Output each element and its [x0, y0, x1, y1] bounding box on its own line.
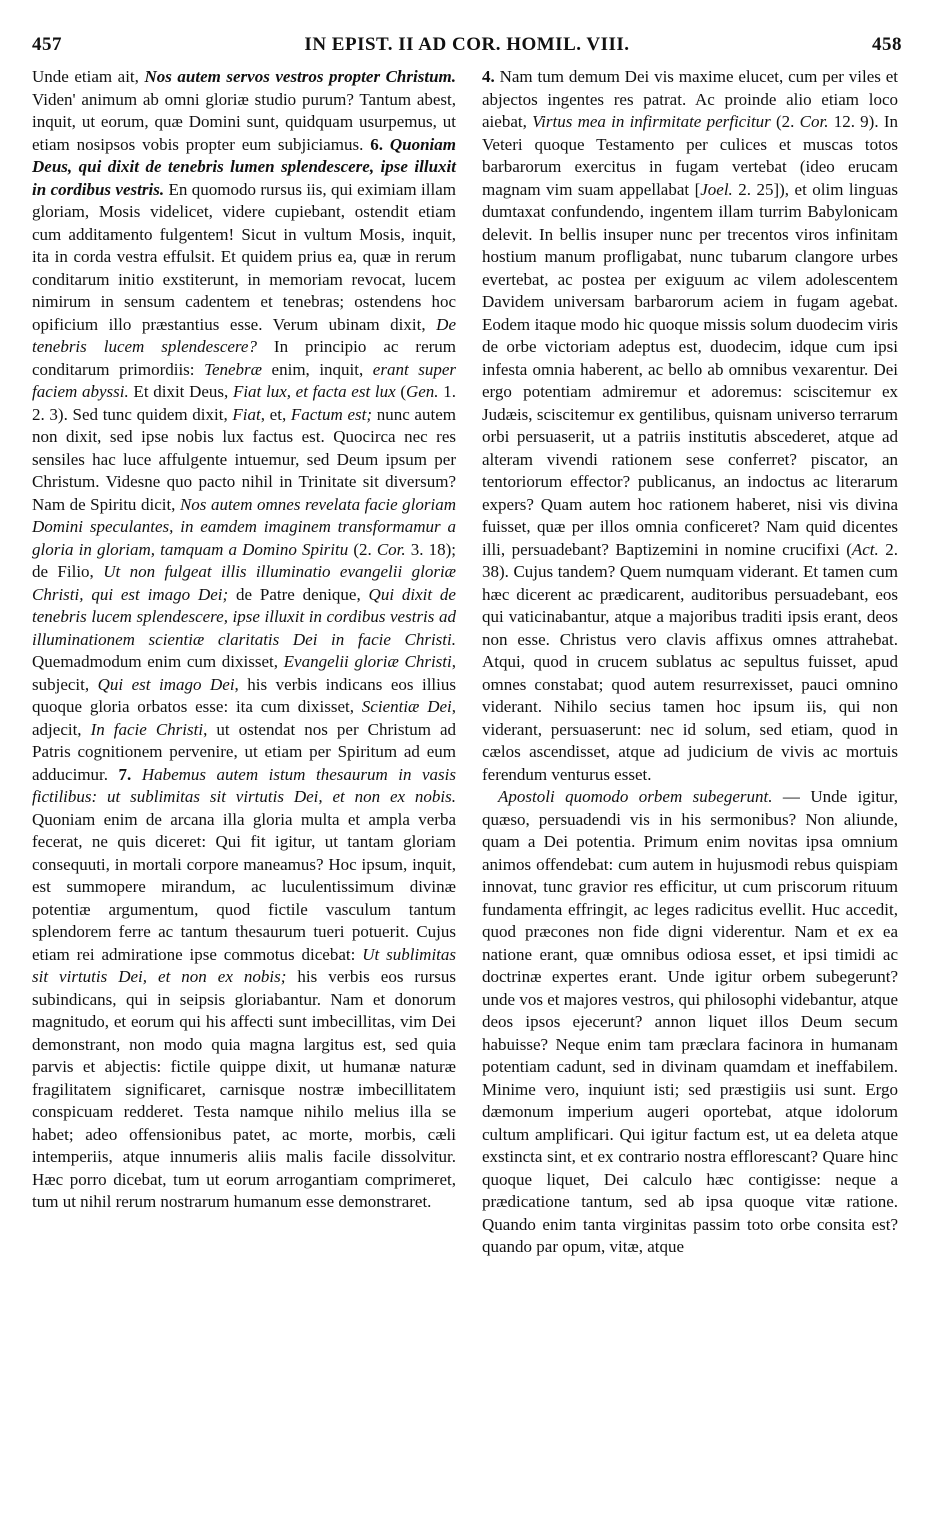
- left-text-run: De tenebris lucem splendescere?: [32, 314, 456, 356]
- left-text-run: , subjecit,: [32, 652, 456, 694]
- left-text-run: En quomodo rursus iis, qui eximiam illam gloriam, Mosis videlicet, videre cupiebant, ostendit etiam cum additamento fulgentem! Sicut in vultum Mosis, inquit, ita in corda vestra effulsit. Et quidem prius ea, quæ in rerum conditarum initio exstiterunt, in memoriam revocat, lucem nimirum in sensum cadentem et tenebras; ostendens hoc opificium illo præstantius esse. Verum ubinam dixit,: [32, 179, 456, 334]
- left-text-run: 1. 2. 3). Sed tunc quidem dixit,: [32, 382, 456, 424]
- left-text-run: Ut sublimitas sit virtutis Dei, et non ex nobis;: [32, 944, 457, 986]
- left-column-text: [32, 66, 456, 1214]
- right-column: [482, 66, 898, 1259]
- left-text-run: 6.: [370, 134, 390, 154]
- left-text-run: Qui est imago Dei: [97, 674, 235, 694]
- left-text-run: Viden' animum ab omni gloriæ studio purum? Tantum abest, inquit, ut eorum, quæ Domini sunt, quidquam usurpemus, ut etiam nosipsos vobis propter eum subjiciamus.: [32, 89, 456, 154]
- left-text-run: 7.: [118, 764, 142, 784]
- right-text-run: Nam tum demum Dei vis maxime elucet, cum per viles et abjectos ingentes res patrat. Ac proinde alio etiam loco aiebat,: [482, 67, 898, 131]
- right-text-run: — Unde igitur, quæso, persuadendi vis in his sermonibus? Non aliunde, quam a Dei potentia. Primum enim novitas ipsa omnium animos offendebat: cum autem in hujusmodi rebus quispiam innovat, tunc gravior res efficitur, ut cum priscorum rituum fundamenta effringit, ac leges radicitus evellit. Huc accedit, quod præcones non fide digni viderentur. Nam et ex ea natione erant, quæ omnibus odiosa esset, et ipsi timidi ac doctrinæ expertes erant. Unde igitur orbem subegerunt? unde vos et majores vestros, qui philosophi videbantur, atque deos ipsos ejecerunt? annon liquet illos Deum secum habuisse? Neque enim tam præclara facinora in humanam potentiam cadunt, sed in divinam quamdam et ineffabilem. Minime vero, inquiunt isti; sed præstigiis usi sunt. Ergo dæmonum imperium augeri oportebat, atque idolorum cultum amplificari. Qui igitur factum est, ut ea deleta atque exstincta sint, et ex contrario nostra efflorescant? Quare hinc quoque liquet, Dei calculo hæc contigisse: neque a prædicatione tantum, sed ab ipsa quoque vitæ ratione. Quando enim tanta virginitas passim toto orbe consita est? quando par opum, vitæ, atque: [482, 787, 898, 1256]
- left-text-run: Evangelii gloriæ Christi: [283, 652, 452, 671]
- left-text-run: Tenebræ: [204, 359, 263, 379]
- left-text-run: , ut ostendat nos per Christum ad Patris cognitionem pervenire, ut etiam per Spiritum ad eum adducimur.: [32, 719, 456, 784]
- right-text-run: (2.: [770, 112, 800, 131]
- left-text-run: , his verbis indicans eos illius quoque gloria orbatos esse: ita cum dixisset,: [32, 674, 456, 716]
- right-text-run: 12. 9). In Veteri quoque Testamento per culices et muscas totos barbarorum exercitus in fugam vertebat (ideo erucam magnam vim suam appellabat [: [482, 112, 898, 199]
- right-column-paragraph-2: [482, 786, 898, 1259]
- page-number-left: 457: [32, 34, 62, 55]
- left-text-run: de Patre denique,: [228, 584, 369, 604]
- right-text-run: Act.: [851, 539, 879, 559]
- left-text-run: Fiat lux, et facta est lux: [232, 382, 396, 401]
- page-number-right: 458: [872, 34, 902, 55]
- right-text-run: Joel.: [700, 179, 733, 199]
- right-text-run: Apostoli quomodo orbem subegerunt.: [498, 787, 773, 806]
- left-text-run: Quemadmodum enim cum dixisset,: [32, 652, 284, 671]
- left-text-run: (: [395, 382, 406, 401]
- left-text-run: erant super faciem abyssi.: [32, 359, 456, 401]
- running-title: IN EPIST. II AD COR. HOMIL. VIII.: [304, 34, 630, 55]
- left-text-run: Unde etiam ait,: [32, 67, 145, 86]
- left-text-run: Factum est;: [290, 404, 373, 424]
- left-text-run: Nos autem servos vestros propter Christum.: [144, 67, 456, 86]
- left-text-run: enim, inquit,: [262, 359, 373, 379]
- left-text-run: his verbis eos rursus subindicans, qui in seipsis gloriabantur. Nam et donorum magnitudo, et eorum qui his affecti sunt imbecillitas, vim Dei demonstrant, non modo quia magna largitus est, sed quia parvis et abjectis: fictile quippe dixit, ut humanæ naturæ fragilitatem significaret, carnisque nostræ imbecillitatem conspicuam redderet. Testa namque nihilo melius illa se habet; adeo offensionibus patet, ac morte, morbis, cæli intemperiis, atque innumeris aliis malis facile dissolvitur. Hæc porro dicebat, tum ut eorum arrogantiam comprimeret, tum ut nihil rerum nostrarum humanum esse demonstraret.: [32, 967, 456, 1211]
- right-column-paragraph-1: [482, 66, 898, 786]
- left-text-run: Quoniam Deus, qui dixit de tenebris lumen splendescere, ipse illuxit in cordibus vestris.: [32, 134, 456, 199]
- left-text-run: Nos autem omnes revelata facie gloriam Domini speculantes, in eamdem imaginem transformamur a gloria in gloriam, tamquam a Domino Spiritu: [32, 494, 456, 559]
- left-text-run: (2.: [348, 539, 377, 559]
- right-text-run: 4.: [482, 67, 495, 86]
- left-text-run: Gen.: [405, 382, 439, 401]
- left-text-run: Cor.: [376, 539, 406, 559]
- left-text-run: Habemus autem istum thesaurum in vasis fictilibus: ut sublimitas sit virtutis Dei, et non ex nobis.: [32, 764, 457, 806]
- right-text-run: 2. 38). Cujus tandem? Quem numquam viderant. Et tamen cum hæc dicerent ac prædicarent, auditoribus persuadebant, eos qui vaticinabantur, atque a majoribus traditi ipsis erant, deos non esse. Christus vero clavis affixus omnes attrahebat. Atqui, quod in crucem sublatus ac sepultus fuisset, apud omnes constabat; quod autem resurrexisset, pauci omnino viderant. Nihilo secius tamen hoc ipsum iis, qui non viderant, persuaserunt: nec id solum, sed etiam, quod in cælos ascendisset, atque ad judicium de vivis ac mortuis ferendum venturus esset.: [482, 539, 899, 784]
- left-text-run: , adjecit,: [32, 697, 456, 739]
- left-text-run: 3. 18); de Filio,: [32, 539, 456, 581]
- left-text-run: Et dixit Deus,: [128, 382, 233, 401]
- left-text-run: nunc autem non dixit, sed ipse nobis lux factus est. Quocirca nec res sensiles hac luce affulgente intuemur, sed Deum ipsum per Christum. Videsne quo pacto nihil in Trinitate sit diversum? Nam de Spiritu dicit,: [32, 404, 456, 514]
- left-column: [32, 66, 456, 1214]
- left-text-run: Fiat: [232, 404, 261, 424]
- left-text-run: In principio ac rerum conditarum primordiis:: [32, 337, 457, 379]
- running-header: [0, 34, 934, 58]
- right-text-run: Virtus mea in infirmitate perficitur: [532, 112, 771, 131]
- left-text-run: Scientiæ Dei: [361, 697, 452, 716]
- left-text-run: In facie Christi: [90, 719, 204, 739]
- left-text-run: , et,: [260, 404, 291, 424]
- left-text-run: Ut non fulgeat illis illuminatio evangelii gloriæ Christi, qui est imago Dei;: [32, 562, 457, 604]
- left-text-run: Quoniam enim de arcana illa gloria multa et ampla verba fecerat, ne quis diceret: Qui fit igitur, ut tantam gloriam consequuti, in mortali corpore maneamus? Hoc ipsum, inquit, est summopere mirandum, ac luculentissimum divinæ potentiæ argumentum, quod fictile vasculum tantum splendorem ferre ac tantum thesaurum tueri potuerit. Cujus etiam rei admiratione ipse commotus dicebat:: [32, 809, 456, 964]
- right-text-run: 2. 25]), et olim linguas dumtaxat confundendo, ingentem illam turrim Babylonicam delevit. In bellis insuper nunc per trecentos viros infinitam hostium manum profligabat, nunc tubarum clangore urbes evertebat, ac postea per exiguum ac vilem adolescentem Davidem universam barbarorum aciem in fugam agebat. Eodem itaque modo hic quoque missis solum duodecim viris de orbe victoriam adeptus est, duodecim, idque cum ipsi infesta omnia haberent, ac bello ab omnibus vexarentur. Dei ergo potentiam admiremur et adoremus: sciscitemur ex Judæis, sciscitemur ex gentilibus, quisnam universo terrarum orbi persuaserit, ut a patriis institutis abscederet, atque ad alteram vivendi rationem sese conferret? piscator, an tentoriorum effector? publicanus, an indoctus ac literarum expers? Quam autem hoc rationem haberet, nisi vis divina fuisset, quæ per illos omnia conficeret? Nam quid dicentes illi, persuadebant? Baptizemini in nomine crucifixi (: [482, 179, 898, 559]
- right-text-run: Cor.: [799, 112, 829, 131]
- left-text-run: Qui dixit de tenebris lucem splendescere, ipse illuxit in cordibus vestris ad illuminationem scientiæ claritatis Dei in facie Christi.: [32, 584, 456, 649]
